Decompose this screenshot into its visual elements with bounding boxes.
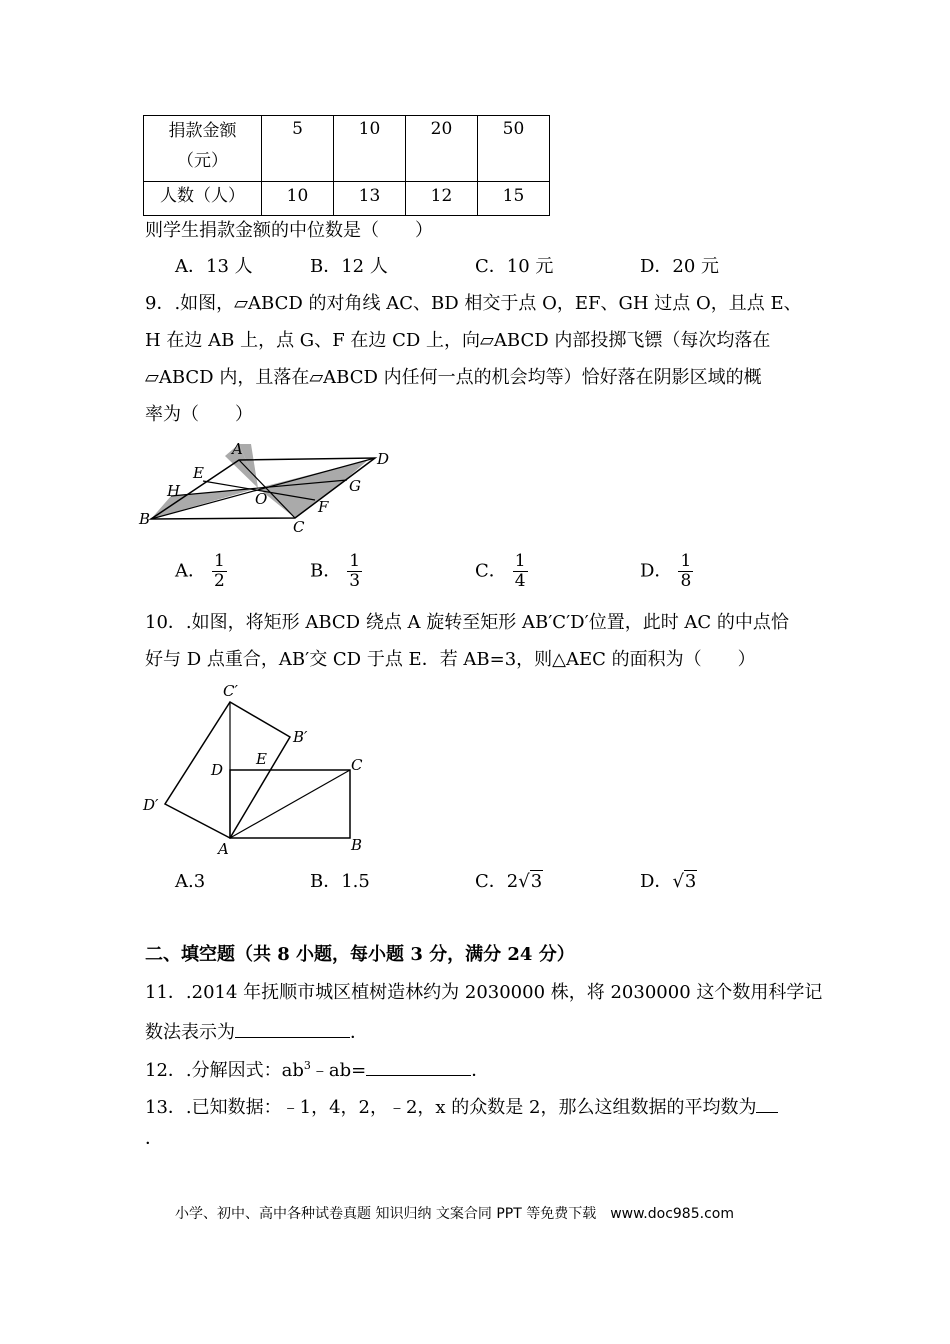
label-f: F	[318, 498, 329, 516]
table-cell: 10	[262, 182, 334, 216]
q9-option-d	[640, 552, 693, 591]
coefficient: 2	[506, 871, 519, 892]
fraction	[678, 552, 693, 591]
label-g: G	[349, 477, 361, 495]
label-h: H	[167, 482, 181, 500]
footer-text: 小学、初中、高中各种试卷真题 知识归纳 文案合同 PPT 等免费下载 www.doc985.com	[175, 1206, 734, 1222]
label-c-prime: C′	[223, 682, 238, 700]
rectangle-rotation-figure	[135, 680, 385, 860]
q9-line3: ▱ABCD 内，且落在▱ABCD 内任何一点的机会均等）恰好落在阴影区域的概	[145, 367, 762, 388]
q8-option-d: D．20 元	[640, 256, 720, 277]
q10-option-c	[475, 870, 543, 894]
diagonal-ac	[230, 770, 350, 838]
option-letter: A．	[175, 560, 206, 582]
q12-text: 12．.分解因式：ab	[145, 1060, 304, 1081]
exponent: 3	[303, 1059, 311, 1072]
numerator: 1	[214, 551, 225, 571]
table-cell: 12	[406, 182, 478, 216]
q11-line2	[145, 1017, 368, 1045]
numerator: 1	[680, 551, 692, 571]
fraction	[347, 552, 362, 591]
q8-option-b: B．12 人	[310, 256, 388, 277]
table-cell: 20	[406, 116, 478, 182]
table-row	[144, 116, 550, 182]
section-heading: 二、填空题（共 8 小题，每小题 3 分，满分 24 分）	[145, 944, 575, 965]
q9-line4: 率为（ ）	[145, 404, 253, 425]
denominator: 3	[349, 571, 361, 591]
table-row	[144, 182, 550, 216]
table-header-amount	[144, 116, 262, 182]
label-a: A	[218, 840, 229, 858]
table-cell: 50	[478, 116, 550, 182]
numerator: 1	[514, 551, 526, 571]
rectangle-ab-c-d	[165, 702, 290, 838]
numerator: 1	[349, 551, 361, 571]
table-header-people: 人数（人）	[144, 182, 262, 216]
label-b: B	[351, 836, 363, 854]
radicand: 3	[530, 871, 543, 892]
q10-option-a: A.3	[175, 871, 206, 892]
radicand: 3	[684, 871, 697, 892]
q9-line1: 9．.如图，▱ABCD 的对角线 AC、BD 相交于点 O，EF、GH 过点 O，且点 E、	[145, 293, 802, 314]
table-cell: 15	[478, 182, 550, 216]
q12-end: ．	[471, 1060, 490, 1081]
label-d-prime: D′	[143, 796, 159, 814]
label-c: C	[351, 756, 363, 774]
label-a: A	[232, 440, 243, 458]
label-d: D	[211, 761, 224, 779]
q11-text: 数法表示为	[145, 1022, 235, 1043]
q10-option-b: B．1.5	[310, 871, 370, 892]
q8-stem: 则学生捐款金额的中位数是（ ）	[145, 220, 433, 241]
table-cell: 10	[334, 116, 406, 182]
option-letter: D．	[640, 871, 673, 892]
q10-line1: 10．.如图，将矩形 ABCD 绕点 A 旋转至矩形 AB′C′D′位置，此时 AC 的中点恰	[145, 612, 789, 633]
label-c: C	[293, 518, 305, 536]
donation-table	[143, 115, 550, 216]
label-b: B	[139, 510, 151, 528]
denominator: 4	[514, 571, 526, 591]
q12-line	[145, 1054, 489, 1083]
label-e: E	[193, 464, 204, 482]
option-letter: B．	[310, 560, 342, 582]
header-line: 捐款金额	[168, 121, 237, 141]
diagonal-bd	[151, 458, 375, 519]
sqrt-expression: √3	[518, 871, 543, 892]
label-o: O	[255, 490, 268, 508]
q8-option-a: A．13 人	[175, 256, 253, 277]
label-d: D	[377, 450, 390, 468]
fraction	[212, 552, 227, 591]
q12-text: ﹣ab=	[310, 1060, 367, 1081]
q9-line2: H 在边 AB 上，点 G、F 在边 CD 上，向▱ABCD 内部投掷飞镖（每次均落在	[145, 330, 771, 351]
answer-blank[interactable]	[366, 1055, 471, 1076]
q8-option-c: C．10 元	[475, 256, 554, 277]
answer-blank[interactable]	[756, 1092, 778, 1113]
denominator: 8	[680, 571, 692, 591]
q13-line1	[145, 1092, 778, 1120]
fraction	[513, 552, 528, 591]
table-cell: 5	[262, 116, 334, 182]
q9-option-a	[175, 552, 227, 591]
q13-line2: ．	[145, 1128, 163, 1149]
q9-option-b	[310, 552, 362, 591]
q10-option-d	[640, 870, 697, 894]
q9-option-c	[475, 552, 528, 591]
header-line: （元）	[177, 151, 228, 171]
parallelogram-figure	[135, 438, 395, 538]
option-letter: C．	[475, 560, 507, 582]
q11-line1: 11．.2014 年抚顺市城区植树造林约为 2030000 株，将 2030000 这个数用科学记	[145, 982, 823, 1003]
table-cell: 13	[334, 182, 406, 216]
answer-blank[interactable]	[235, 1017, 350, 1038]
label-b-prime: B′	[293, 728, 308, 746]
label-e: E	[256, 750, 267, 768]
denominator: 2	[214, 571, 225, 591]
sqrt-expression: √3	[672, 871, 697, 892]
option-letter: C．	[475, 871, 507, 892]
q10-line2: 好与 D 点重合，AB′交 CD 于点 E．若 AB=3，则△AEC 的面积为（ ）	[145, 649, 756, 670]
option-letter: D．	[640, 560, 673, 582]
q13-text: 13．.已知数据：﹣1，4，2，﹣2，x 的众数是 2，那么这组数据的平均数为	[145, 1097, 757, 1118]
q11-end: ．	[350, 1022, 368, 1043]
